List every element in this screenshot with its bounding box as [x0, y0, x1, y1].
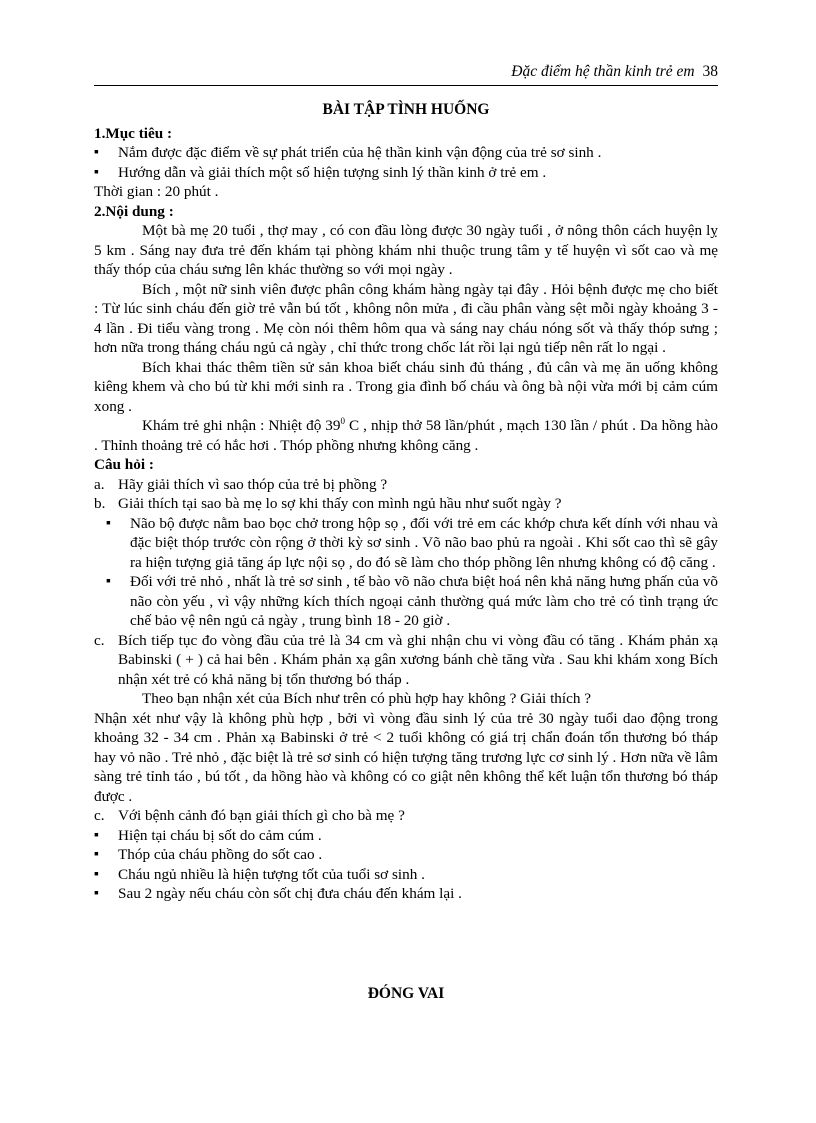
- answer-paragraph: Nhận xét như vậy là không phù hợp , bởi vì vòng đầu sinh lý của trẻ 30 ngày tuổi dao động trong khoảng 32 - 34 cm . Phản xạ Babinski ở trẻ < 2 tuổi không có giá trị chẩn đoán tổn thương bó tháp hay vỏ não . Trẻ nhỏ , đặc biệt là trẻ sơ sinh có hiện tượng tăng trương lực cơ sinh lý . Hơn nữa về lâm sàng trẻ tỉnh táo , bú tốt , da hồng hào và không có co giật nên không thể kết luận tổn thương bó tháp được .: [94, 709, 718, 805]
- page-title: BÀI TẬP TÌNH HUỐNG: [322, 101, 490, 118]
- question-text: Với bệnh cảnh đó bạn giải thích gì cho bà mẹ ?: [118, 807, 405, 824]
- degree-superscript: 0: [340, 415, 345, 426]
- answers-b-list: [94, 514, 718, 631]
- list-item: ▪ Sau 2 ngày nếu cháu còn sốt chị đưa cháu đến khám lại .: [94, 884, 718, 904]
- question-b: [94, 494, 718, 514]
- list-item: ▪ Hướng dẫn và giải thích một số hiện tượng sinh lý thần kinh ở trẻ em .: [94, 163, 718, 183]
- question-label: b.: [94, 495, 106, 512]
- case-paragraph: Một bà mẹ 20 tuổi , thợ may , có con đầu lòng được 30 ngày tuổi , ở nông thôn cách huyện lỵ 5 km . Sáng nay đưa trẻ đến khám tại phòng khám nhi thuộc trung tâm y tế huyện vì sốt cao và mẹ thấy thóp của cháu sưng lên khác thường so với mọi ngày .: [94, 222, 718, 278]
- exam-text-start: Khám trẻ ghi nhận : Nhiệt độ 39: [142, 417, 341, 434]
- case-paragraph: Bích , một nữ sinh viên được phân công khám hàng ngày tại đây . Hỏi bệnh được mẹ cho biết : Từ lúc sinh cháu đến giờ trẻ vẫn bú tốt , không nôn mửa , đi cầu phân vàng sệt mỗi ngày khoảng 3 - 4 lần . Đi tiểu vàng trong . Mẹ còn nói thêm hôm qua và sáng nay cháu nóng sốt và thấy thóp sưng ; hơn nữa trong tháng cháu ngủ cả ngày , chỉ thức trong chốc lát rồi lại ngủ tiếp nên rất lo ngại .: [94, 280, 718, 356]
- follow-up-question: Theo bạn nhận xét của Bích như trên có phù hợp hay không ? Giải thích ?: [142, 690, 591, 707]
- exam-text-end: C , nhịp thở 58 lần/phút , mạch 130 lần / phút . Da hồng hào . Thỉnh thoảng trẻ có hắc hơi . Thóp phồng nhưng không căng .: [94, 417, 718, 454]
- answers-c-list: [94, 826, 718, 904]
- question-c-explain: [94, 806, 718, 826]
- list-item: ▪ Não bộ được nằm bao bọc chở trong hộp sọ , đối với trẻ em các khớp chưa kết dính với nhau và đặc biệt thóp trước còn rộng ở thời kỳ sơ sinh . Võ não bao phủ ra ngoài . Khi sốt cao thì sẽ gây ra hiện tượng giả tăng áp lực nội sọ , do đó sẽ làm cho thóp phồng lên nhưng không có độ căng .: [100, 514, 718, 573]
- exam-paragraph: [94, 416, 718, 455]
- questions-heading: Câu hỏi :: [94, 456, 154, 473]
- header-rule: [94, 85, 718, 86]
- question-text: Giải thích tại sao bà mẹ lo sợ khi thấy con mình ngủ hầu như suốt ngày ?: [118, 495, 562, 512]
- list-item: ▪ Cháu ngủ nhiều là hiện tượng tốt của tuổi sơ sinh .: [94, 865, 718, 885]
- running-header: [94, 63, 718, 83]
- question-text: Bích tiếp tục đo vòng đầu của trẻ là 34 cm và ghi nhận chu vi vòng đầu có tăng . Khám phản xạ Babinski ( + ) cả hai bên . Khám phản xạ gân xương bánh chè tăng vừa . Sau khi khám xong Bích nhận xét trẻ có khả năng bị tổn thương bó tháp .: [118, 631, 718, 688]
- case-paragraph: Bích khai thác thêm tiền sử sản khoa biết cháu sinh đủ tháng , đủ cân và mẹ ăn uống không kiêng khem và cho bú từ khi mới sinh ra . Trong gia đình bố cháu và ông bà nội vừa mới bị cảm cúm xong .: [94, 358, 718, 415]
- header-title: Đặc điểm hệ thần kinh trẻ em: [511, 63, 695, 80]
- question-label: a.: [94, 475, 105, 493]
- duration-text: Thời gian : 20 phút .: [94, 183, 219, 200]
- next-section-title: ĐÓNG VAI: [367, 985, 445, 1002]
- objectives-list: [94, 143, 718, 182]
- list-item: ▪ Hiện tại cháu bị sốt do cảm cúm .: [94, 826, 718, 846]
- section-heading-objectives: 1.Mục tiêu :: [94, 124, 173, 142]
- list-item: ▪ Đối với trẻ nhỏ , nhất là trẻ sơ sinh , tế bào võ não chưa biệt hoá nên khả năng hưng phấn của võ não còn yếu , vì vậy những kích thích ngoại cảnh thường quá mức làm cho trẻ có tình trạng ức chế bảo vệ nên ngủ cả ngày , trung bình 18 - 20 giờ .: [100, 572, 718, 631]
- list-item: ▪ Nắm được đặc điểm về sự phát triển của hệ thần kinh vận động của trẻ sơ sinh .: [94, 143, 718, 163]
- question-text: Hãy giải thích vì sao thóp của trẻ bị phồng ?: [118, 475, 388, 493]
- page-number: 38: [702, 63, 718, 80]
- question-c-case: [94, 631, 718, 690]
- question-label: c.: [94, 807, 105, 824]
- question-label: c.: [94, 631, 105, 649]
- section-heading-content: 2.Nội dung :: [94, 202, 174, 220]
- list-item: ▪ Thóp của cháu phồng do sốt cao .: [94, 845, 718, 865]
- question-a: [94, 475, 718, 495]
- document-body: [94, 100, 718, 904]
